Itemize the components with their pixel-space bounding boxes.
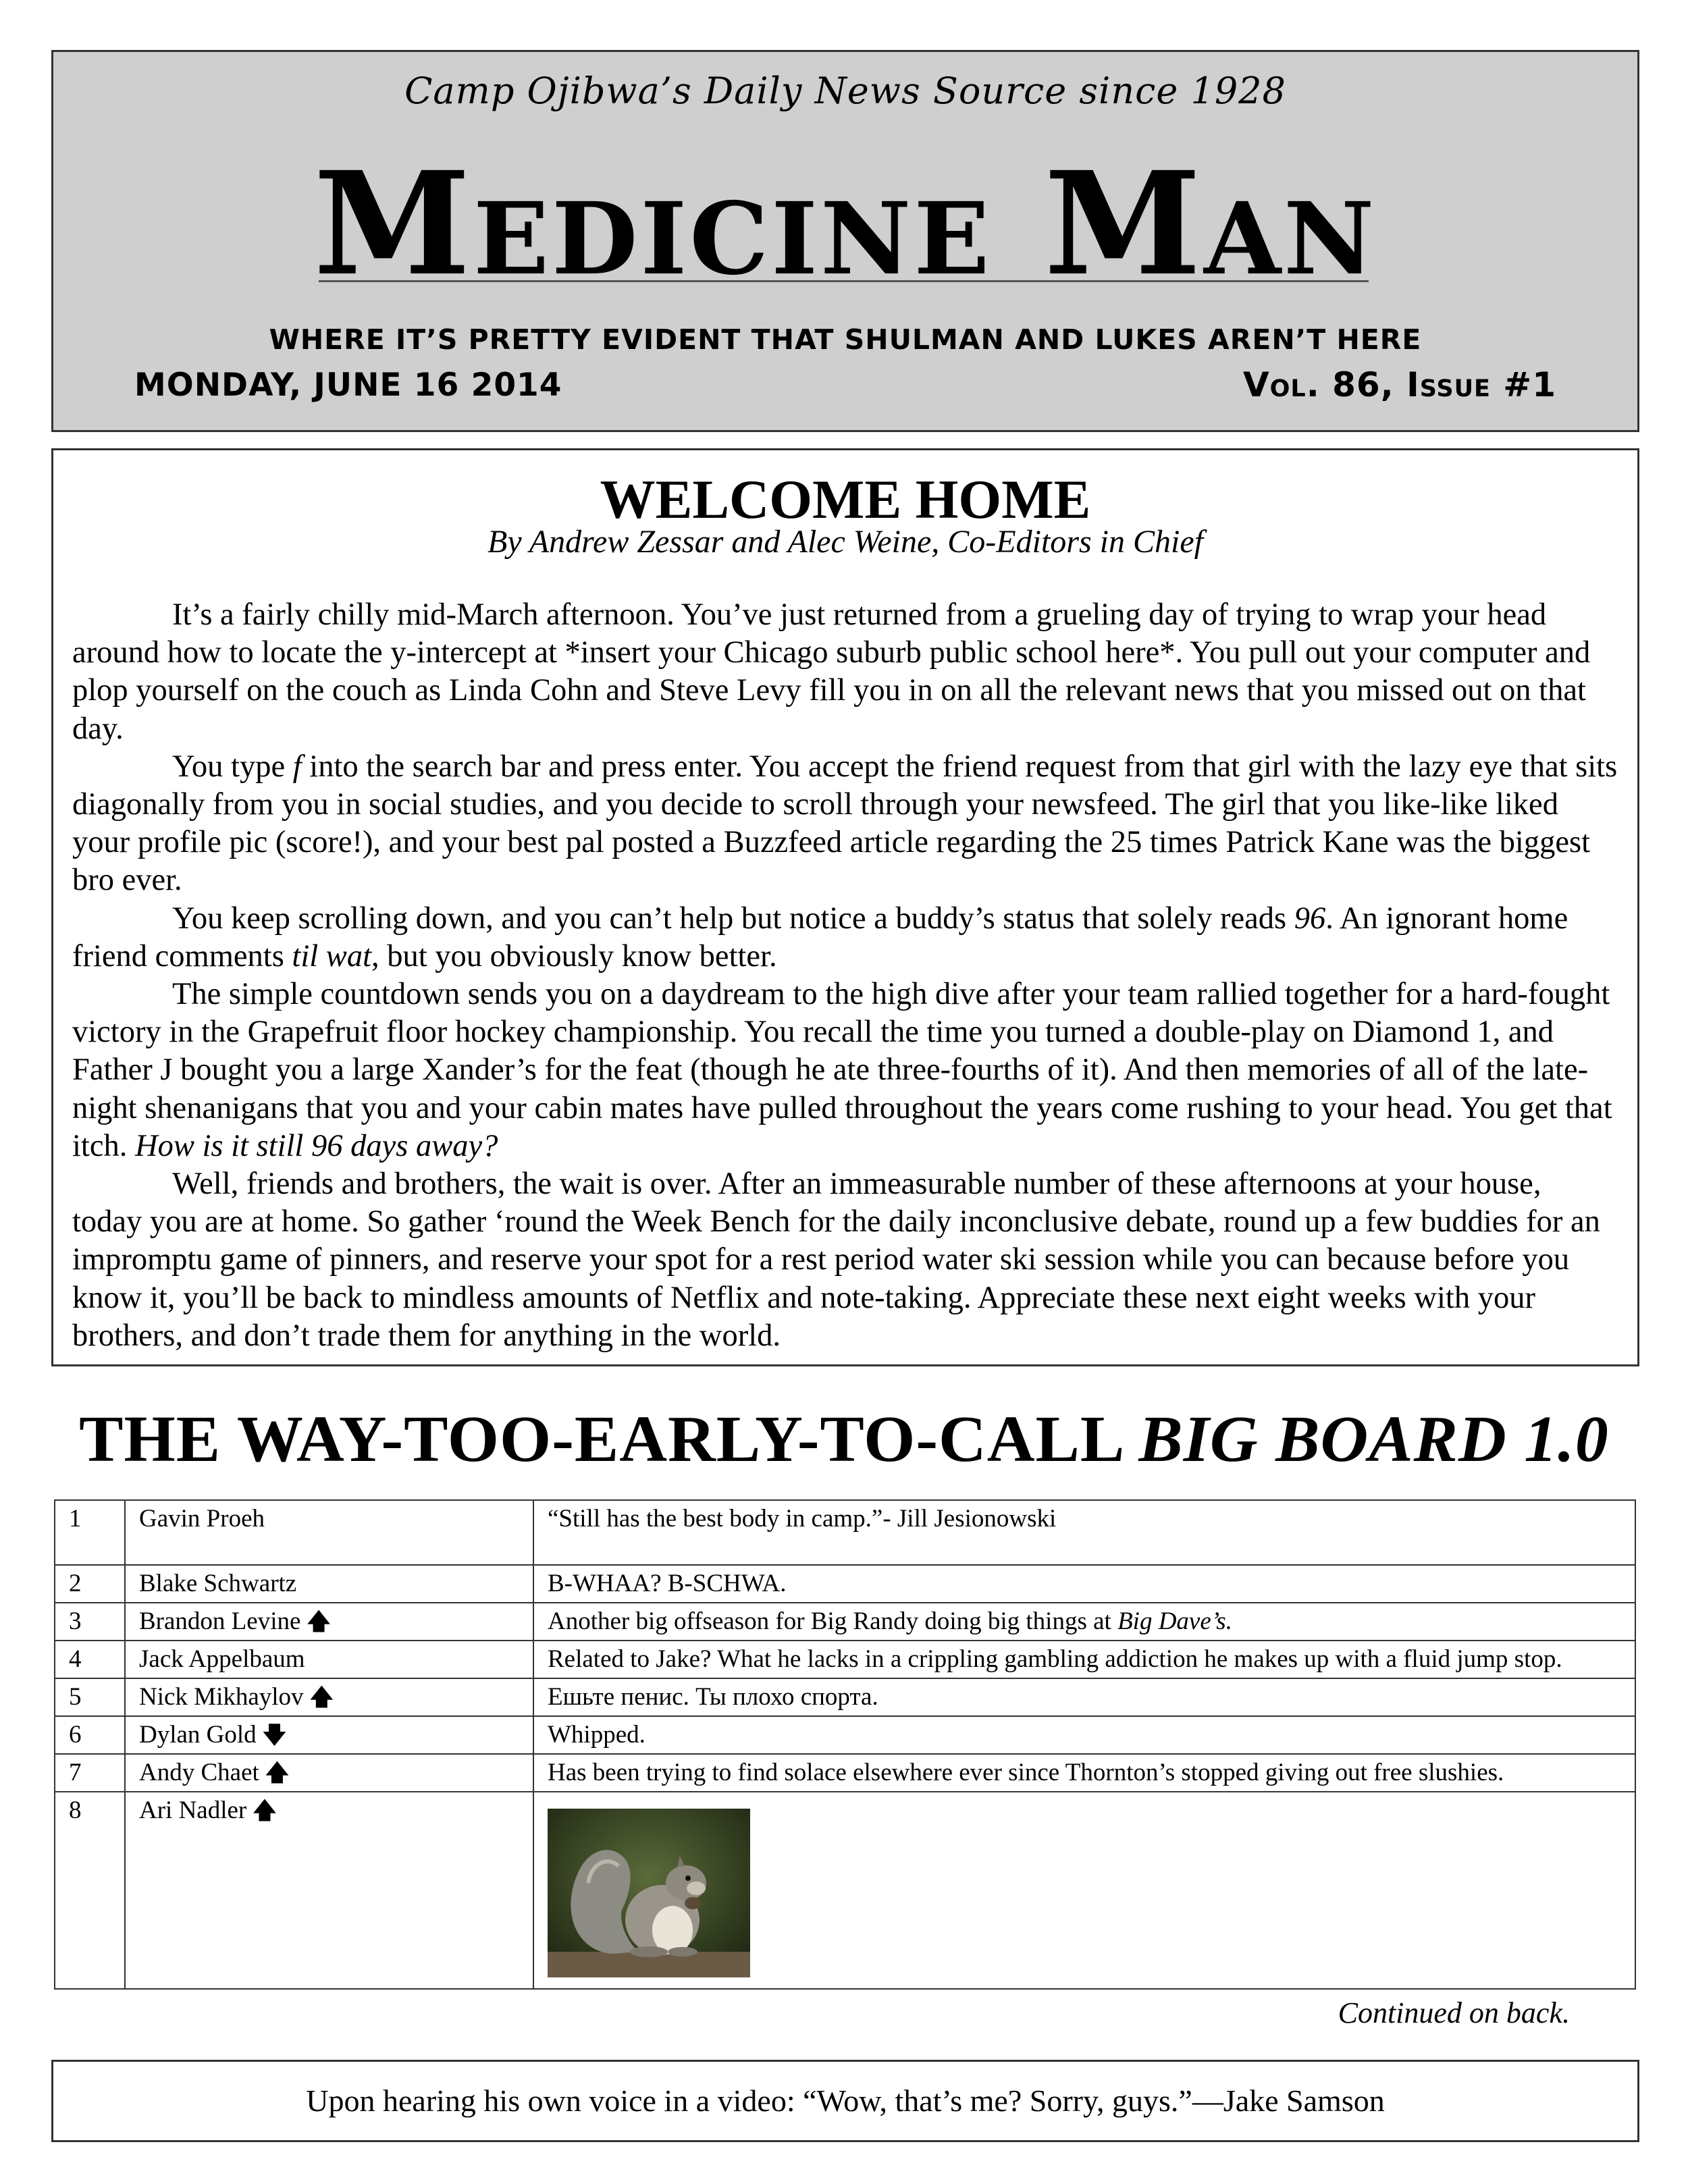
masthead xyxy=(51,50,1639,432)
name-cell: Blake Schwartz xyxy=(125,1565,533,1603)
comment-cell: Another big offseason for Big Randy doing big things at Big Dave’s. xyxy=(533,1603,1635,1641)
comment-cell xyxy=(533,1792,1635,1989)
continued-note: Continued on back. xyxy=(1338,1996,1570,2029)
comment-cell: Related to Jake? What he lacks in a crippling gambling addiction he makes up with a fluid jump stop. xyxy=(533,1641,1635,1678)
table-row xyxy=(55,1641,1635,1678)
up-arrow-icon: 🡅 xyxy=(265,1759,289,1786)
article-byline: By Andrew Zessar and Alec Weine, Co-Editors in Chief xyxy=(487,524,1203,560)
name-cell: Nick Mikhaylov 🡅 xyxy=(125,1678,533,1716)
article-title: WELCOME HOME xyxy=(600,469,1091,530)
rank-cell: 7 xyxy=(55,1754,125,1792)
name-cell: Brandon Levine 🡅 xyxy=(125,1603,533,1641)
rank-cell: 1 xyxy=(55,1500,125,1565)
quote-box: Upon hearing his own voice in a video: “Wow, that’s me? Sorry, guys.”—Jake Samson xyxy=(51,2060,1639,2142)
rank-cell: 8 xyxy=(55,1792,125,1989)
name-cell: Andy Chaet 🡅 xyxy=(125,1754,533,1792)
big-board-table xyxy=(54,1499,1636,1990)
comment-cell: Has been trying to find solace elsewhere ever since Thornton’s stopped giving out free slushies. xyxy=(533,1754,1635,1792)
table-row xyxy=(55,1678,1635,1716)
up-arrow-icon: 🡅 xyxy=(307,1608,331,1635)
up-arrow-icon: 🡅 xyxy=(253,1797,277,1824)
table-row xyxy=(55,1716,1635,1754)
rank-cell: 6 xyxy=(55,1716,125,1754)
rank-cell: 4 xyxy=(55,1641,125,1678)
table-row xyxy=(55,1565,1635,1603)
article-body xyxy=(72,596,1618,1355)
name-cell: Gavin Proeh xyxy=(125,1500,533,1565)
name-cell: Jack Appelbaum xyxy=(125,1641,533,1678)
table-row xyxy=(55,1754,1635,1792)
up-arrow-icon: 🡅 xyxy=(309,1684,334,1711)
paragraph-3: You keep scrolling down, and you can’t help but notice a buddy’s status that solely reads 96. An ignorant home friend comments til wat, but you obviously know better. xyxy=(72,901,1568,974)
comment-cell: Ешьте пенис. Ты плохо спорта. xyxy=(533,1678,1635,1716)
comment-cell: B-WHAA? B-SCHWA. xyxy=(533,1565,1635,1603)
paragraph-1: It’s a fairly chilly mid-March afternoon. You’ve just returned from a grueling day of trying to wrap your head around how to locate the y-intercept at *insert your Chicago suburb public school here*. You pull out your computer and plop yourself on the couch as Linda Cohn and Steve Levy fill you in on all the relevant news that you missed out on that day. xyxy=(72,597,1591,746)
volume-issue: Vol. 86, Issue #1 xyxy=(1242,365,1556,404)
newspaper-title: Medicine Man xyxy=(313,140,1377,307)
masthead-tagline: Camp Ojibwa’s Daily News Source since 1928 xyxy=(404,70,1286,112)
comment-cell: Whipped. xyxy=(533,1716,1635,1754)
issue-date: MONDAY, JUNE 16 2014 xyxy=(134,367,562,404)
paragraph-4: The simple countdown sends you on a daydream to the high dive after your team rallied together for a hard-fought victory in the Grapefruit floor hockey championship. You recall the time you turned a double-play on Diamond 1, and Father J bought you a large Xander’s for the feat (though he ate three-fourths of it). And then memories of all of the late-night shenanigans that you and your cabin mates have pulled throughout the years come rushing to your head. You get that itch. How is it still 96 days away? xyxy=(72,977,1612,1163)
big-board-heading: THE WAY-TOO-EARLY-TO-CALL BIG BOARD 1.0 xyxy=(79,1403,1609,1476)
squirrel-photo xyxy=(548,1809,750,1977)
welcome-article xyxy=(51,448,1639,1366)
name-cell: Dylan Gold 🡇 xyxy=(125,1716,533,1754)
rank-cell: 2 xyxy=(55,1565,125,1603)
paragraph-2: You type f into the search bar and press enter. You accept the friend request from that girl with the lazy eye that sits diagonally from you in social studies, and you decide to scroll through your newsfeed. The girl that you like-like liked your profile pic (score!), and your best pal posted a Buzzfeed article regarding the 25 times Patrick Kane was the biggest bro ever. xyxy=(72,749,1618,898)
title-rule xyxy=(319,280,1369,282)
comment-cell: “Still has the best body in camp.”- Jill Jesionowski xyxy=(533,1500,1635,1565)
down-arrow-icon: 🡇 xyxy=(262,1722,286,1749)
name-cell: Ari Nadler 🡅 xyxy=(125,1792,533,1989)
paragraph-5: Well, friends and brothers, the wait is over. After an immeasurable number of these afternoons at your house, today you are at home. So gather ‘round the Week Bench for the daily inconclusive debate, round up a few buddies for an impromptu game of pinners, and reserve your spot for a rest period water ski session while you can because before you know it, you’ll be back to mindless amounts of Netflix and note-taking. Appreciate these next eight weeks with your brothers, and don’t trade them for anything in the world. xyxy=(72,1167,1600,1353)
rank-cell: 5 xyxy=(55,1678,125,1716)
table-row xyxy=(55,1603,1635,1641)
table-row xyxy=(55,1792,1635,1989)
rank-cell: 3 xyxy=(55,1603,125,1641)
masthead-subtitle: WHERE IT’S PRETTY EVIDENT THAT SHULMAN AND LUKES AREN’T HERE xyxy=(269,323,1422,356)
table-row xyxy=(55,1500,1635,1565)
